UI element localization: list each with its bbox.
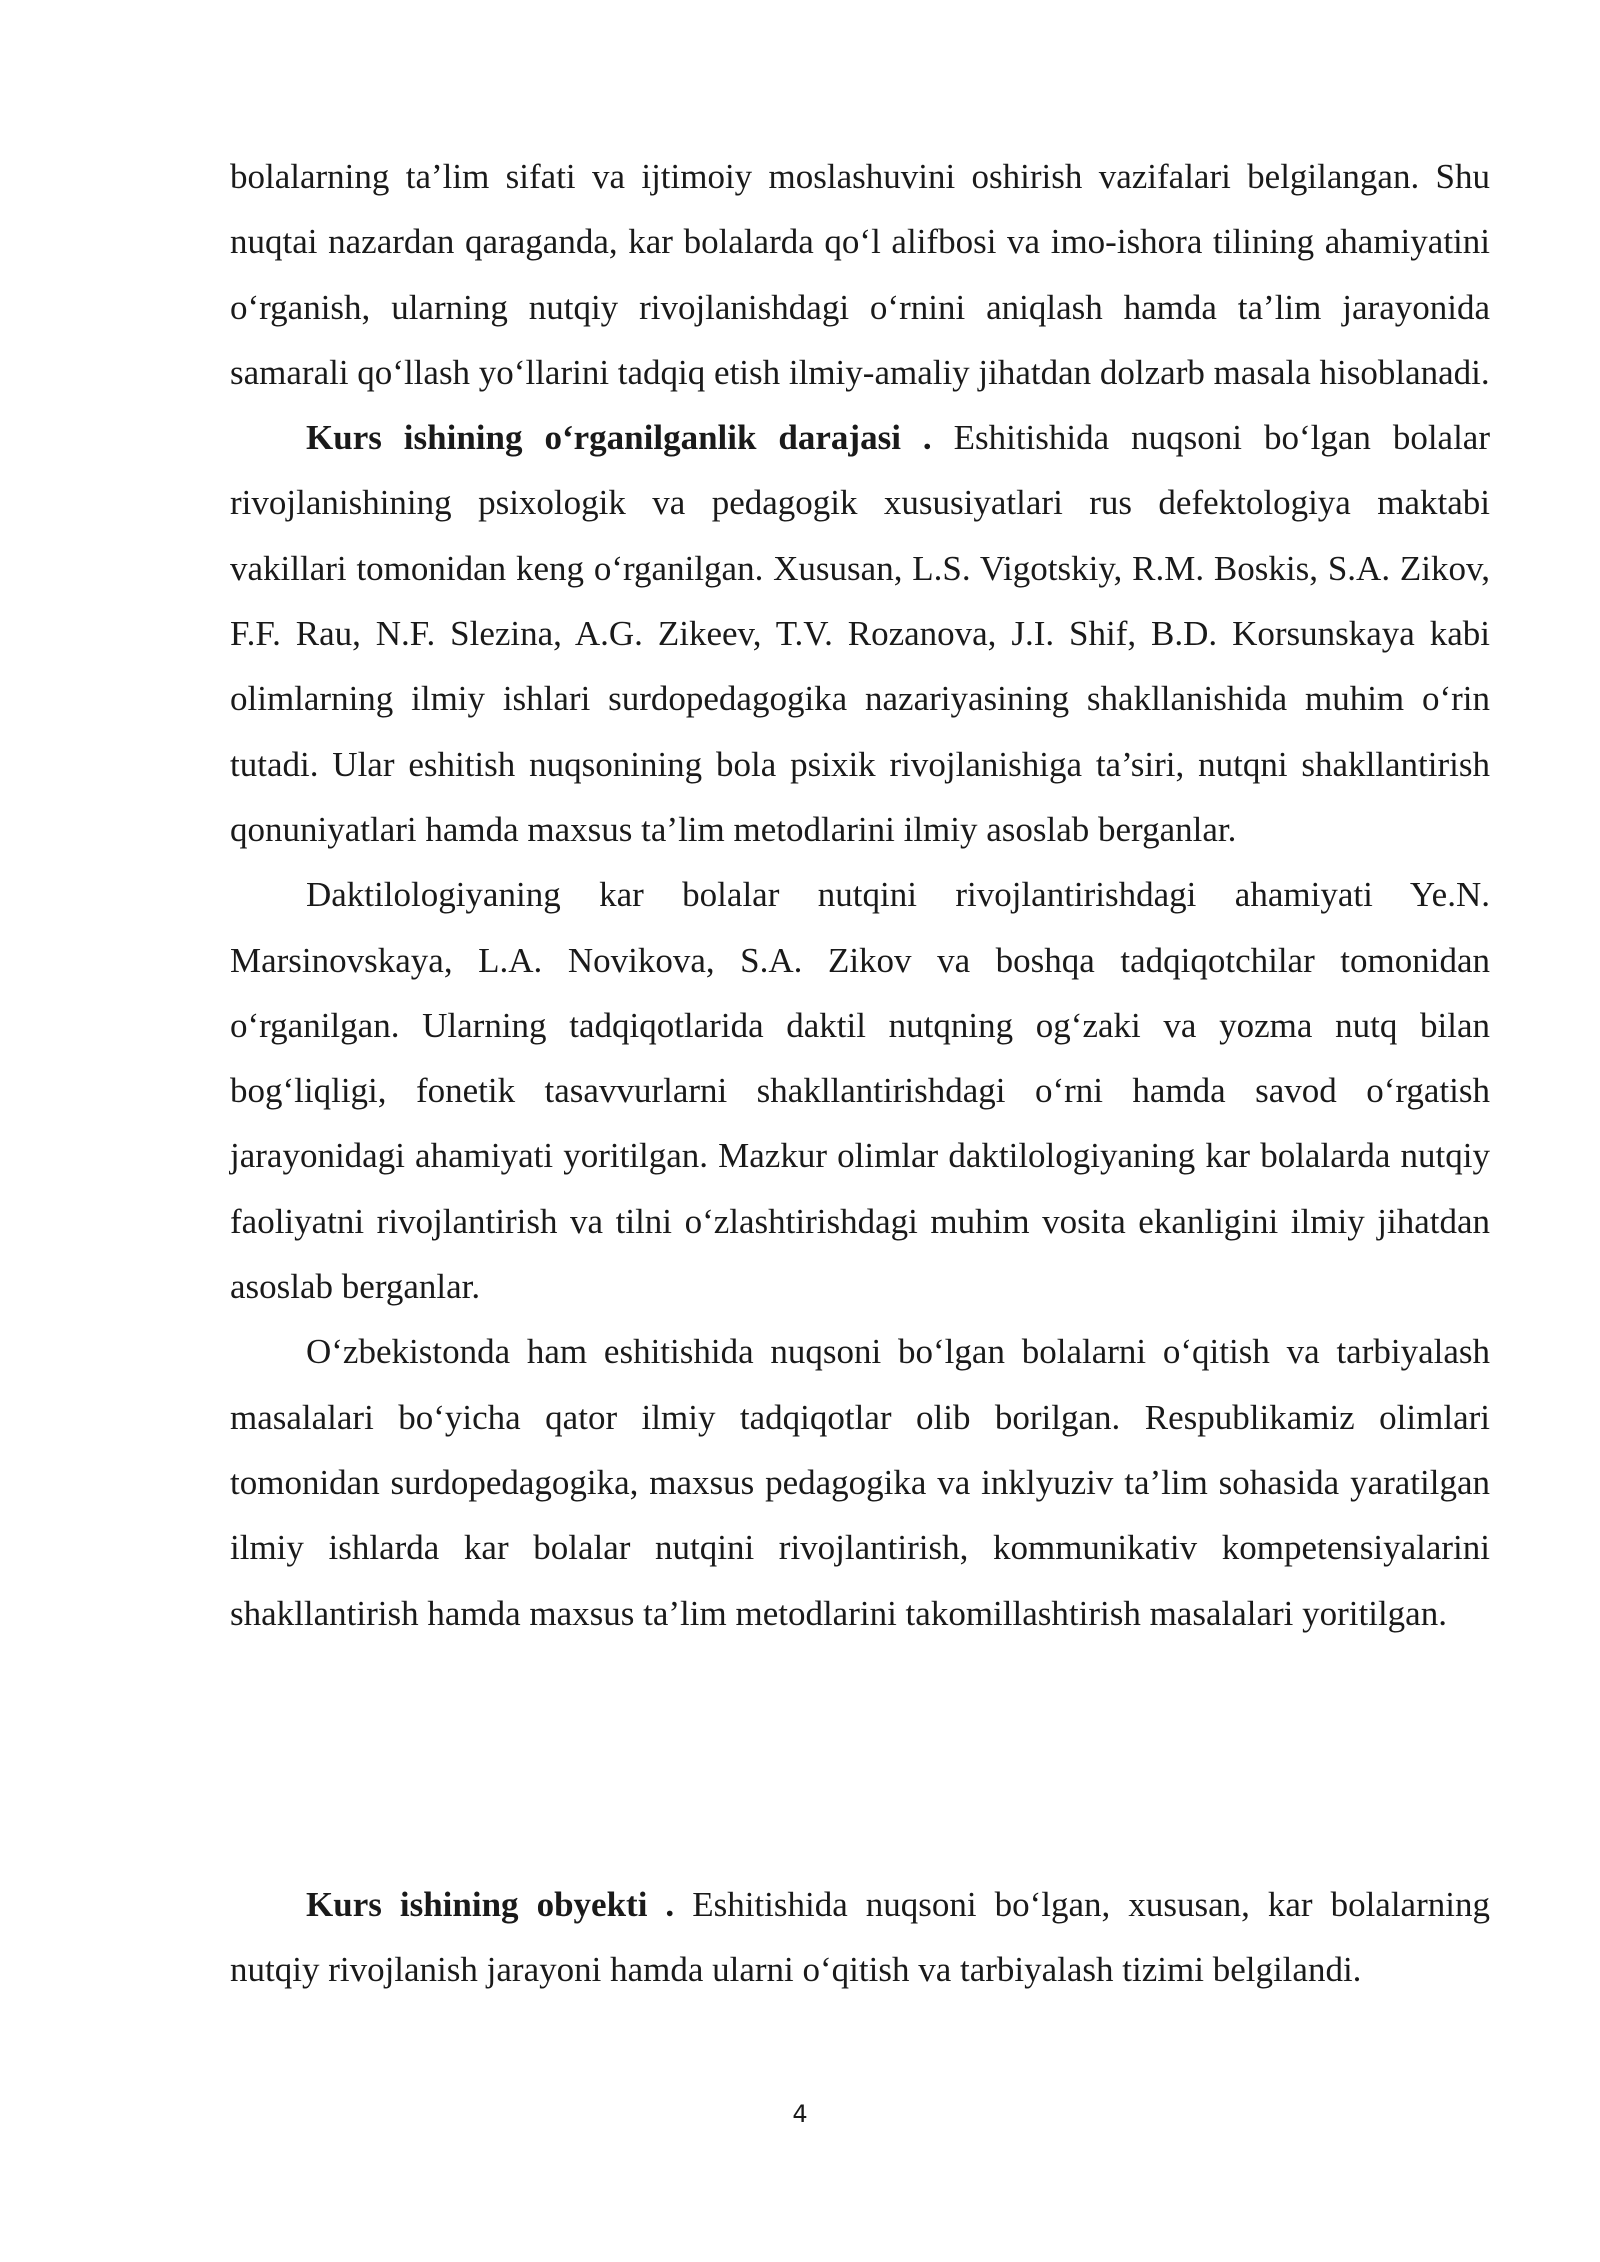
paragraph-text: O‘zbekistonda ham eshitishida nuqsoni bo‘lgan bolalarni o‘qitish va tarbiyalash masalalari bo‘yicha qator ilmiy tadqiqotlar olib borilgan. Respublikamiz olimlari tomonidan surdopedagogika, maxsus pedagogika va inklyuziv ta’lim sohasida yaratilgan ilmiy ishlarda kar bolalar nutqini rivojlantirish, kommunikativ kompetensiyalarini shakllantirish hamda maxsus ta’lim metodlarini takomillashtirish masalalari yoritilgan. <box>230 1332 1490 1633</box>
page-number: 4 <box>792 2100 808 2128</box>
body-text-block <box>230 144 1490 1646</box>
paragraph-continuation <box>230 144 1490 405</box>
paragraph-research-object <box>230 1872 1490 2003</box>
section-heading: Kurs ishining obyekti . <box>306 1885 675 1924</box>
paragraph-text: bolalarning ta’lim sifati va ijtimoiy moslashuvini oshirish vazifalari belgilangan. Shu nuqtai nazardan qaraganda, kar bolalarda qo‘l alifbosi va imo-ishora tilining ahamiyatini o‘rganish, ularning nutqiy rivojlanishdagi o‘rnini aniqlash hamda ta’lim jarayonida samarali qo‘llash yo‘llarini tadqiq etish ilmiy-amaliy jihatdan dolzarb masala hisoblanadi. <box>230 157 1490 392</box>
body-text-block <box>230 1872 1490 2003</box>
paragraph-uzbekistan-research <box>230 1319 1490 1645</box>
paragraph-text: Daktilologiyaning kar bolalar nutqini rivojlantirishdagi ahamiyati Ye.N. Marsinovskaya, L.A. Novikova, S.A. Zikov va boshqa tadqiqotchilar tomonidan o‘rganilgan. Ularning tadqiqotlarida daktil nutqning og‘zaki va yozma nutq bilan bog‘liqligi, fonetik tasavvurlarni shakllantirishdagi o‘rni hamda savod o‘rgatish jarayonidagi ahamiyati yoritilgan. Mazkur olimlar daktilologiyaning kar bolalarda nutqiy faoliyatni rivojlantirish va tilni o‘zlashtirishdagi muhim vosita ekanligini ilmiy jihatdan asoslab berganlar. <box>230 875 1490 1307</box>
paragraph-text: Eshitishida nuqsoni bo‘lgan bolalar rivojlanishining psixologik va pedagogik xususiyatlari rus defektologiya maktabi vakillari tomonidan keng o‘rganilgan. Xususan, L.S. Vigotskiy, R.M. Boskis, S.A. Zikov, F.F. Rau, N.F. Slezina, A.G. Zikeev, T.V. Rozanova, J.I. Shif, B.D. Korsunskaya kabi olimlarning ilmiy ishlari surdopedagogika nazariyasining shakllanishida muhim o‘rin tutadi. Ular eshitish nuqsonining bola psixik rivojlanishiga ta’siri, nutqni shakllantirish qonuniyatlari hamda maxsus ta’lim metodlarini ilmiy asoslab berganlar. <box>230 418 1490 849</box>
paragraph-text: Eshitishida nuqsoni bo‘lgan, xususan, kar bolalarning nutqiy rivojlanish jarayoni hamda ularni o‘qitish va tarbiyalash tizimi belgilandi. <box>230 1885 1490 1990</box>
paragraph-dactylology <box>230 862 1490 1319</box>
paragraph-research-degree <box>230 405 1490 862</box>
section-heading: Kurs ishining o‘rganilganlik darajasi . <box>306 418 932 458</box>
